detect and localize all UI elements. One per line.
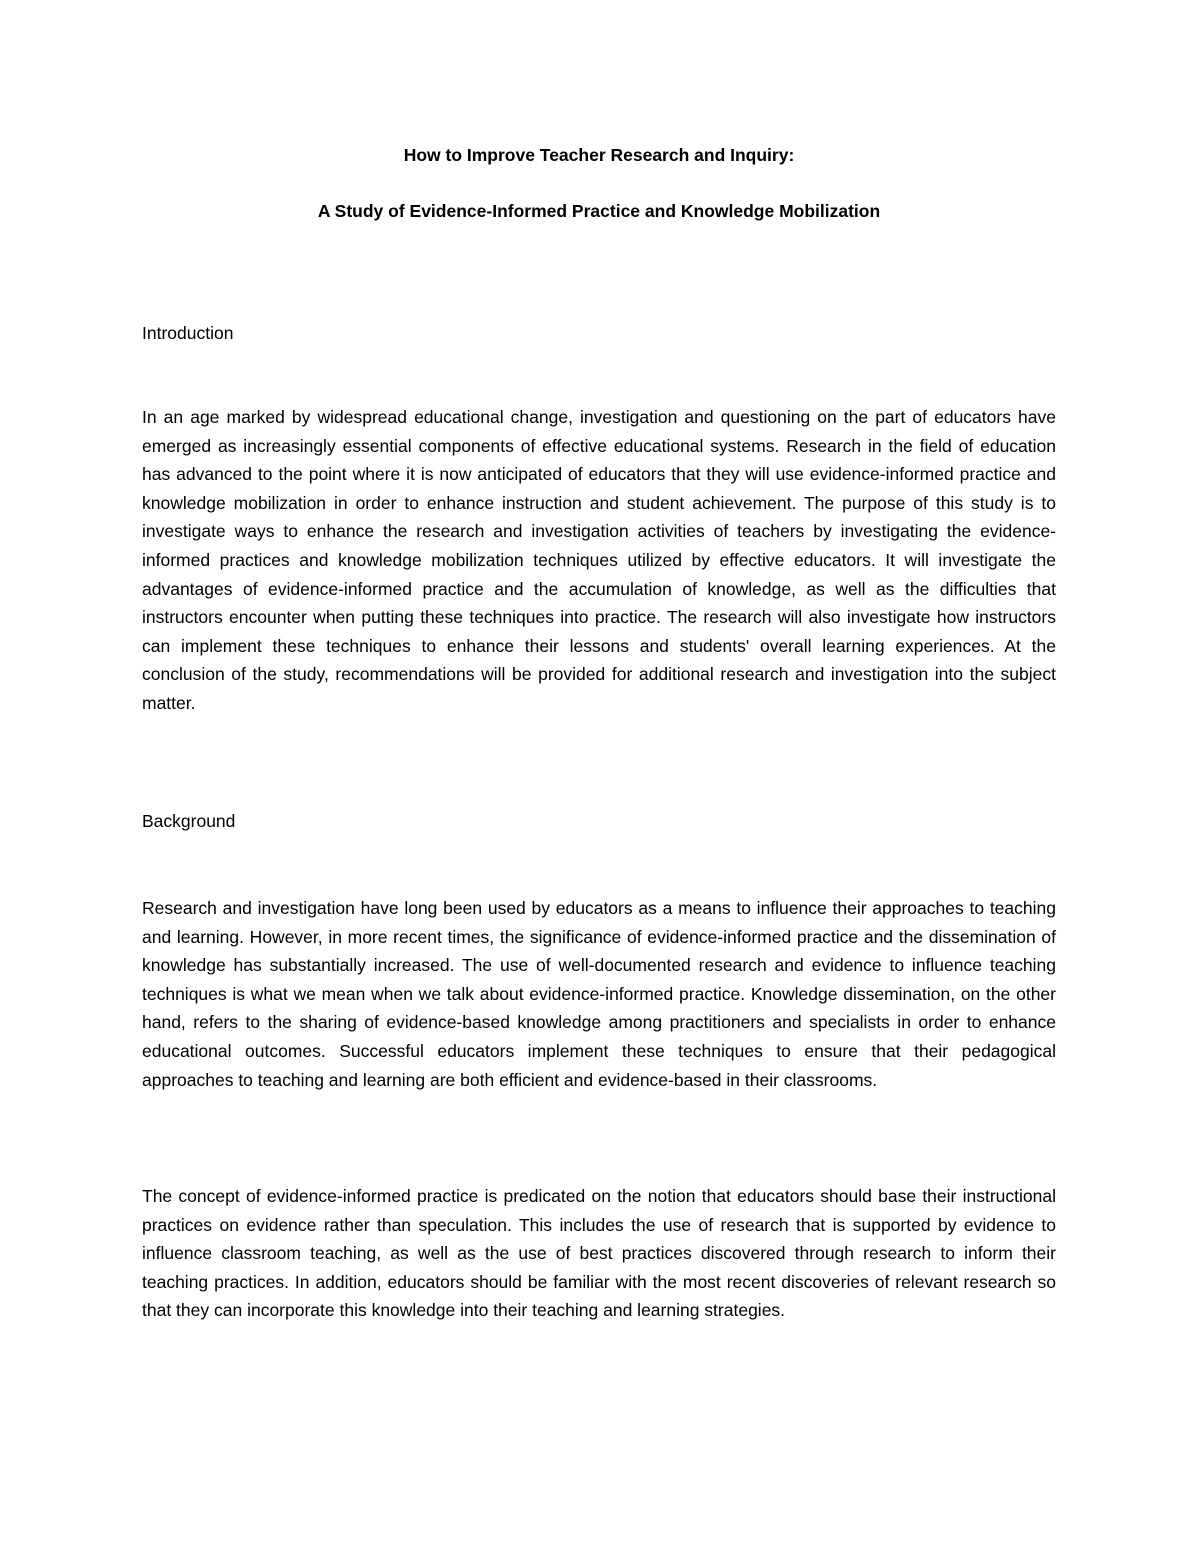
- introduction-paragraph: In an age marked by widespread educational change, investigation and questioning on the part of educators have emerged as increasingly essential components of effective educational systems. Research in the field of education has advanced to the point where it is now anticipated of educators that they will use evidence-informed practice and knowledge mobilization in order to enhance instruction and student achievement. The purpose of this study is to investigate ways to enhance the research and investigation activities of teachers by investigating the evidence-informed practices and knowledge mobilization techniques utilized by effective educators. It will investigate the advantages of evidence-informed practice and the accumulation of knowledge, as well as the difficulties that instructors encounter when putting these techniques into practice. The research will also investigate how instructors can implement these techniques to enhance their lessons and students' overall learning experiences. At the conclusion of the study, recommendations will be provided for additional research and investigation into the subject matter.: [142, 407, 1056, 713]
- background-paragraph-2: The concept of evidence-informed practice is predicated on the notion that educators should base their instructional practices on evidence rather than speculation. This includes the use of research that is supported by evidence to influence classroom teaching, as well as the use of best practices discovered through research to inform their teaching practices. In addition, educators should be familiar with the most recent discoveries of relevant research so that they can incorporate this knowledge into their teaching and learning strategies.: [142, 1186, 1056, 1321]
- section-heading-introduction: Introduction: [142, 323, 234, 343]
- document-page: [142, 0, 1056, 1553]
- title-line-1: How to Improve Teacher Research and Inquiry:: [403, 145, 795, 165]
- title-line-2: A Study of Evidence-Informed Practice and Knowledge Mobilization: [317, 201, 881, 221]
- section-heading-background: Background: [142, 811, 236, 831]
- document-title: [142, 143, 1056, 223]
- background-paragraph-1: Research and investigation have long been used by educators as a means to influence their approaches to teaching and learning. However, in more recent times, the significance of evidence-informed practice and the dissemination of knowledge has substantially increased. The use of well-documented research and evidence to influence teaching techniques is what we mean when we talk about evidence-informed practice. Knowledge dissemination, on the other hand, refers to the sharing of evidence-based knowledge among practitioners and specialists in order to enhance educational outcomes. Successful educators implement these techniques to ensure that their pedagogical approaches to teaching and learning are both efficient and evidence-based in their classrooms.: [142, 898, 1056, 1090]
